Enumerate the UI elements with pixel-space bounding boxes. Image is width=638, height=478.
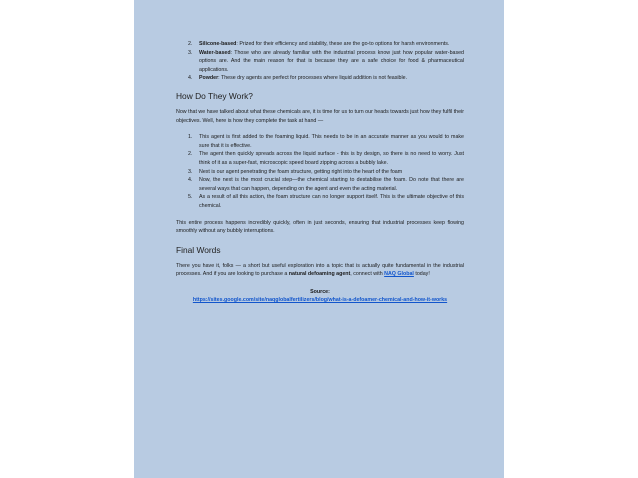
steps-list <box>176 133 464 210</box>
document-content <box>176 40 464 305</box>
list-item-text: This agent is first added to the foaming liquid. This needs to be in an accurate manner as you would to make sure that it is effective. <box>199 134 464 149</box>
list-item-text: Next is our agent penetrating the foam structure, getting right into the heart of the foam <box>199 168 403 175</box>
list-item-text: : These dry agents are perfect for processes where liquid addition is not feasible. <box>218 75 408 82</box>
list-item-text: : Prized for their efficiency and stability, these are the go-to options for harsh environments. <box>236 41 450 47</box>
section-heading-final-words: Final Words <box>176 244 221 255</box>
list-item-text: Now, the next is the most crucial step—the chemical starting to destabilise the foam. Do note that there are several ways that can happen, depending on the agent and even the acting material. <box>199 177 464 192</box>
section-intro-paragraph: Now that we have talked about what these chemicals are, it is time for us to turn our heads towards just how they fulfil their objectives. Well, here is how they complete the task at hand — <box>176 108 464 124</box>
list-item <box>176 49 464 75</box>
list-item-text: : Those who are already familiar with the industrial process know just how popular water-based options are. And the main reason for that is because they are a safe choice for food & pharmaceutical applications. <box>199 49 464 73</box>
list-item-term: Water-based <box>199 49 231 56</box>
agent-types-list <box>176 40 464 83</box>
list-item <box>176 168 464 177</box>
naq-global-link[interactable]: NAQ Global <box>384 271 414 278</box>
list-item <box>176 150 464 167</box>
bold-term: natural defoaming agent <box>288 271 351 278</box>
list-number: 1. <box>188 134 193 141</box>
list-item-term: Silicone-based <box>199 41 237 47</box>
source-label: Source: <box>310 288 330 295</box>
list-number: 4. <box>188 75 193 82</box>
final-words-paragraph <box>176 262 464 279</box>
section-outro-paragraph: This entire process happens incredibly quickly, often in just seconds, ensuring that industrial processes keep flowing smoothly without any bubbly interruptions. <box>176 219 464 235</box>
list-number: 2. <box>188 151 193 158</box>
list-number: 3. <box>188 168 193 175</box>
list-item <box>176 74 464 83</box>
list-item-text: As a result of all this action, the foam structure can no longer support itself. This is the ultimate objective of this chemical. <box>199 194 464 209</box>
paragraph-text: today! <box>413 271 430 278</box>
source-block <box>176 288 464 305</box>
list-item <box>176 40 464 49</box>
paragraph-text: , connect with <box>350 271 385 278</box>
paragraph-text: There you have it, folks — a short but useful exploration into a topic that is actually quite fundamental in the industrial processes. And if you are looking to purchase a <box>176 262 464 278</box>
list-number: 3. <box>188 49 193 56</box>
list-item <box>176 133 464 150</box>
section-heading-how-it-works: How Do They Work? <box>176 90 253 101</box>
list-item-text: The agent then quickly spreads across the liquid surface - this is by design, so there is no need to worry. Just think of it as a super-fast, microscopic speed board zipping across a bubbly lake. <box>199 151 464 166</box>
list-number: 5. <box>188 194 193 201</box>
list-number: 2. <box>188 41 193 47</box>
list-item <box>176 193 464 210</box>
list-item-term: Powder <box>199 75 219 82</box>
document-page <box>134 0 504 478</box>
source-url-link[interactable]: https://sites.google.com/site/naqglobalfertilizers/blog/what-is-a-defoamer-chemical-and-how-it-works <box>192 297 448 304</box>
list-number: 4. <box>188 177 193 184</box>
list-item <box>176 176 464 193</box>
